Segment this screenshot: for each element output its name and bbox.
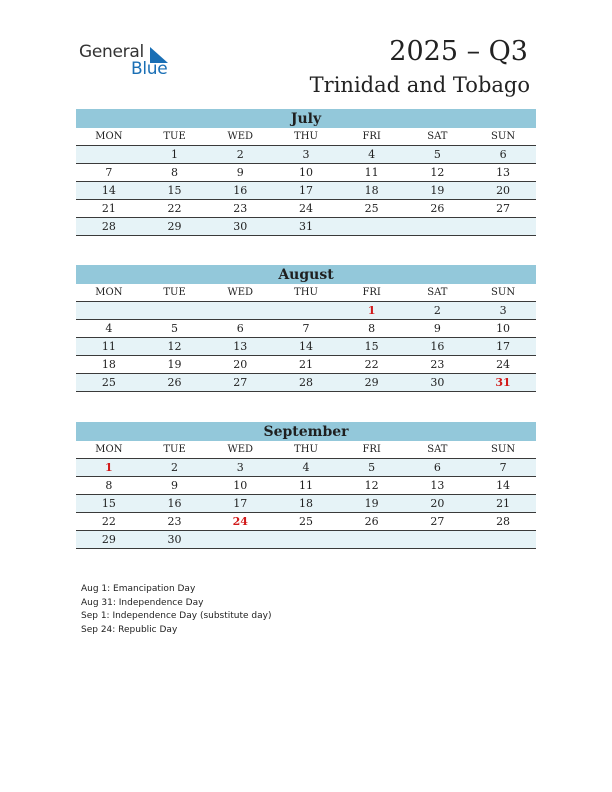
day-cell: 18 bbox=[101, 358, 116, 371]
week-row bbox=[76, 338, 536, 356]
month-title: September bbox=[76, 422, 536, 441]
day-cell: 21 bbox=[496, 497, 511, 510]
weekday-label: THU bbox=[294, 444, 318, 455]
day-cell: 25 bbox=[298, 515, 313, 528]
day-cell: 13 bbox=[430, 479, 445, 492]
day-cell: 7 bbox=[499, 461, 507, 474]
day-cell: 16 bbox=[233, 184, 248, 197]
day-cell: 19 bbox=[364, 497, 379, 510]
empty-day-cell bbox=[405, 218, 471, 235]
day-cell: 22 bbox=[101, 515, 116, 528]
day-cell: 3 bbox=[236, 461, 244, 474]
generalblue-logo bbox=[79, 42, 179, 82]
day-cell: 25 bbox=[101, 376, 116, 389]
day-cell: 5 bbox=[171, 322, 179, 335]
week-row bbox=[76, 513, 536, 531]
day-cell: 24 bbox=[496, 358, 511, 371]
weekday-label: FRI bbox=[362, 131, 381, 142]
day-cell: 26 bbox=[167, 376, 182, 389]
week-row bbox=[76, 320, 536, 338]
week-row bbox=[76, 200, 536, 218]
day-cell: 7 bbox=[105, 166, 113, 179]
day-cell: 2 bbox=[433, 304, 441, 317]
week-row bbox=[76, 146, 536, 164]
day-cell: 9 bbox=[433, 322, 441, 335]
day-cell: 16 bbox=[430, 340, 445, 353]
day-cell: 27 bbox=[430, 515, 445, 528]
weekday-label: MON bbox=[95, 287, 123, 298]
day-cell: 12 bbox=[167, 340, 182, 353]
day-cell: 8 bbox=[368, 322, 376, 335]
day-cell: 29 bbox=[364, 376, 379, 389]
weekday-label: THU bbox=[294, 131, 318, 142]
day-cell: 27 bbox=[233, 376, 248, 389]
day-cell: 20 bbox=[430, 497, 445, 510]
day-cell: 11 bbox=[101, 340, 116, 353]
day-cell: 25 bbox=[364, 202, 379, 215]
day-cell: 8 bbox=[105, 479, 113, 492]
day-cell: 20 bbox=[233, 358, 248, 371]
empty-day-cell bbox=[76, 302, 142, 319]
day-cell: 31 bbox=[298, 220, 313, 233]
empty-day-cell bbox=[339, 218, 405, 235]
weekday-label: TUE bbox=[163, 287, 186, 298]
empty-day-cell bbox=[207, 302, 273, 319]
day-cell: 10 bbox=[233, 479, 248, 492]
day-cell: 18 bbox=[364, 184, 379, 197]
holiday-notes bbox=[81, 583, 272, 637]
holiday-day-cell: 24 bbox=[232, 515, 248, 528]
day-cell: 13 bbox=[496, 166, 511, 179]
day-cell: 17 bbox=[233, 497, 248, 510]
day-cell: 3 bbox=[499, 304, 507, 317]
weekday-label: TUE bbox=[163, 131, 186, 142]
day-cell: 8 bbox=[171, 166, 179, 179]
weekday-label: MON bbox=[95, 444, 123, 455]
day-cell: 12 bbox=[364, 479, 379, 492]
month-july bbox=[76, 109, 536, 236]
day-cell: 26 bbox=[364, 515, 379, 528]
week-row bbox=[76, 356, 536, 374]
week-row bbox=[76, 302, 536, 320]
month-title: August bbox=[76, 265, 536, 284]
day-cell: 30 bbox=[167, 533, 182, 546]
weekday-label: WED bbox=[227, 444, 254, 455]
day-cell: 23 bbox=[167, 515, 182, 528]
empty-day-cell bbox=[470, 218, 536, 235]
day-cell: 2 bbox=[171, 461, 179, 474]
weekday-label: SAT bbox=[427, 444, 448, 455]
day-cell: 10 bbox=[298, 166, 313, 179]
weekday-label: FRI bbox=[362, 444, 381, 455]
holiday-day-cell: 1 bbox=[367, 304, 376, 317]
empty-day-cell bbox=[142, 302, 208, 319]
day-cell: 22 bbox=[364, 358, 379, 371]
holiday-note: Aug 1: Emancipation Day bbox=[81, 584, 196, 594]
day-cell: 15 bbox=[167, 184, 182, 197]
day-cell: 11 bbox=[298, 479, 313, 492]
day-cell: 13 bbox=[233, 340, 248, 353]
day-cell: 11 bbox=[364, 166, 379, 179]
empty-day-cell bbox=[470, 531, 536, 548]
day-cell: 19 bbox=[430, 184, 445, 197]
holiday-note: Sep 24: Republic Day bbox=[81, 624, 178, 635]
weekday-label: SUN bbox=[491, 131, 516, 142]
weekday-label: WED bbox=[227, 287, 254, 298]
day-cell: 6 bbox=[236, 322, 244, 335]
day-cell: 6 bbox=[433, 461, 441, 474]
day-cell: 30 bbox=[430, 376, 445, 389]
day-cell: 29 bbox=[101, 533, 116, 546]
weekday-header-row bbox=[76, 441, 536, 459]
empty-day-cell bbox=[339, 531, 405, 548]
weekday-header-row bbox=[76, 128, 536, 146]
day-cell: 7 bbox=[302, 322, 310, 335]
week-row bbox=[76, 531, 536, 549]
day-cell: 17 bbox=[298, 184, 313, 197]
day-cell: 24 bbox=[298, 202, 313, 215]
day-cell: 14 bbox=[101, 184, 116, 197]
empty-day-cell bbox=[207, 531, 273, 548]
day-cell: 5 bbox=[368, 461, 376, 474]
month-september bbox=[76, 422, 536, 549]
weekday-header-row bbox=[76, 284, 536, 302]
day-cell: 14 bbox=[298, 340, 313, 353]
empty-day-cell bbox=[273, 302, 339, 319]
day-cell: 16 bbox=[167, 497, 182, 510]
day-cell: 10 bbox=[496, 322, 511, 335]
day-cell: 23 bbox=[430, 358, 445, 371]
weekday-label: MON bbox=[95, 131, 123, 142]
day-cell: 5 bbox=[433, 148, 441, 161]
weekday-label: TUE bbox=[163, 444, 186, 455]
day-cell: 9 bbox=[171, 479, 179, 492]
weekday-label: WED bbox=[227, 131, 254, 142]
week-row bbox=[76, 495, 536, 513]
day-cell: 9 bbox=[236, 166, 244, 179]
day-cell: 12 bbox=[430, 166, 445, 179]
day-cell: 17 bbox=[496, 340, 511, 353]
week-row bbox=[76, 218, 536, 236]
holiday-note: Aug 31: Independence Day bbox=[81, 597, 204, 608]
weekday-label: SAT bbox=[427, 131, 448, 142]
day-cell: 4 bbox=[105, 322, 113, 335]
day-cell: 21 bbox=[101, 202, 116, 215]
day-cell: 19 bbox=[167, 358, 182, 371]
logo-text-general: General bbox=[79, 42, 144, 62]
week-row bbox=[76, 374, 536, 392]
week-row bbox=[76, 459, 536, 477]
page-title: 2025 – Q3 bbox=[389, 36, 528, 67]
holiday-day-cell: 31 bbox=[495, 376, 511, 389]
month-title: July bbox=[76, 109, 536, 128]
day-cell: 4 bbox=[368, 148, 376, 161]
day-cell: 15 bbox=[364, 340, 379, 353]
week-row bbox=[76, 477, 536, 495]
weekday-label: SUN bbox=[491, 287, 516, 298]
day-cell: 4 bbox=[302, 461, 310, 474]
weekday-label: FRI bbox=[362, 287, 381, 298]
empty-day-cell bbox=[405, 531, 471, 548]
day-cell: 28 bbox=[496, 515, 511, 528]
empty-day-cell bbox=[76, 146, 142, 163]
day-cell: 22 bbox=[167, 202, 182, 215]
logo-text-blue: Blue bbox=[131, 59, 168, 79]
holiday-note: Sep 1: Independence Day (substitute day) bbox=[81, 611, 272, 621]
day-cell: 14 bbox=[496, 479, 511, 492]
day-cell: 23 bbox=[233, 202, 248, 215]
day-cell: 18 bbox=[298, 497, 313, 510]
day-cell: 20 bbox=[496, 184, 511, 197]
day-cell: 15 bbox=[101, 497, 116, 510]
weekday-label: SUN bbox=[491, 444, 516, 455]
month-august bbox=[76, 265, 536, 392]
week-row bbox=[76, 164, 536, 182]
weekday-label: SAT bbox=[427, 287, 448, 298]
day-cell: 28 bbox=[298, 376, 313, 389]
day-cell: 28 bbox=[101, 220, 116, 233]
day-cell: 27 bbox=[496, 202, 511, 215]
day-cell: 1 bbox=[171, 148, 179, 161]
weekday-label: THU bbox=[294, 287, 318, 298]
day-cell: 2 bbox=[236, 148, 244, 161]
country-subtitle: Trinidad and Tobago bbox=[309, 73, 530, 97]
day-cell: 6 bbox=[499, 148, 507, 161]
holiday-day-cell: 1 bbox=[105, 461, 113, 474]
day-cell: 26 bbox=[430, 202, 445, 215]
day-cell: 21 bbox=[298, 358, 313, 371]
day-cell: 30 bbox=[233, 220, 248, 233]
empty-day-cell bbox=[273, 531, 339, 548]
day-cell: 29 bbox=[167, 220, 182, 233]
day-cell: 3 bbox=[302, 148, 310, 161]
week-row bbox=[76, 182, 536, 200]
